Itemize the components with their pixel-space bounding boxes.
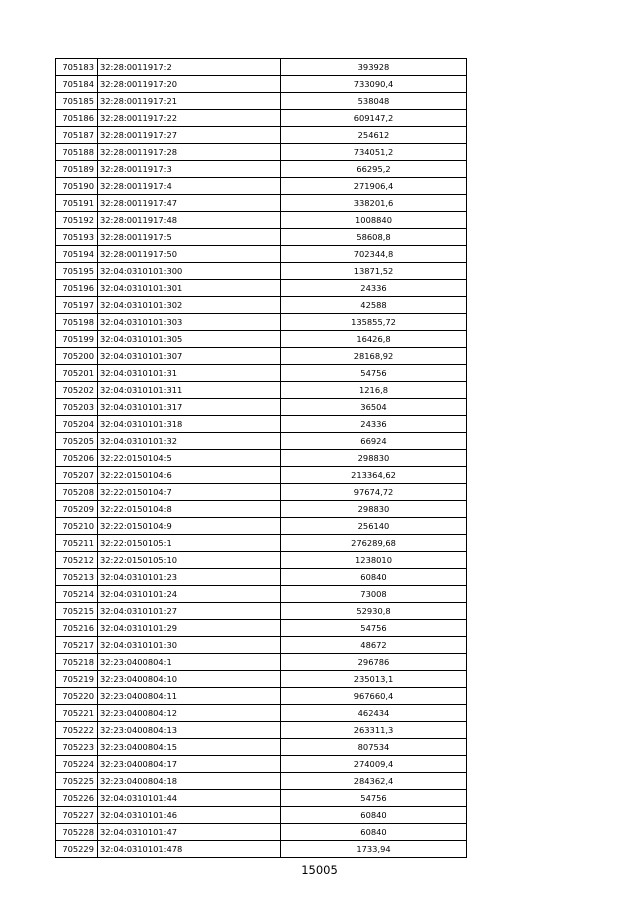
table-row — [56, 144, 467, 161]
value-cell: 135855,72 — [281, 314, 467, 331]
value-cell: 702344,8 — [281, 246, 467, 263]
table-row — [56, 790, 467, 807]
row-id-cell: 705200 — [56, 348, 98, 365]
value-cell: 271906,4 — [281, 178, 467, 195]
value-cell: 16426,8 — [281, 331, 467, 348]
row-id-cell: 705206 — [56, 450, 98, 467]
value-cell: 254612 — [281, 127, 467, 144]
table-row — [56, 127, 467, 144]
cadastral-number-cell: 32:23:0400804:15 — [98, 739, 281, 756]
row-id-cell: 705224 — [56, 756, 98, 773]
row-id-cell: 705185 — [56, 93, 98, 110]
table-row — [56, 501, 467, 518]
row-id-cell: 705227 — [56, 807, 98, 824]
cadastral-number-cell: 32:22:0150105:10 — [98, 552, 281, 569]
row-id-cell: 705194 — [56, 246, 98, 263]
value-cell: 296786 — [281, 654, 467, 671]
table-row — [56, 280, 467, 297]
table-row — [56, 178, 467, 195]
registry-table — [55, 58, 467, 858]
cadastral-number-cell: 32:22:0150104:6 — [98, 467, 281, 484]
cadastral-number-cell: 32:28:0011917:4 — [98, 178, 281, 195]
table-row — [56, 620, 467, 637]
cadastral-number-cell: 32:28:0011917:48 — [98, 212, 281, 229]
row-id-cell: 705201 — [56, 365, 98, 382]
table-row — [56, 161, 467, 178]
table-row — [56, 586, 467, 603]
table-row — [56, 603, 467, 620]
cadastral-number-cell: 32:04:0310101:27 — [98, 603, 281, 620]
cadastral-number-cell: 32:04:0310101:47 — [98, 824, 281, 841]
row-id-cell: 705221 — [56, 705, 98, 722]
table-row — [56, 824, 467, 841]
value-cell: 58608,8 — [281, 229, 467, 246]
cadastral-number-cell: 32:22:0150105:1 — [98, 535, 281, 552]
cadastral-number-cell: 32:04:0310101:302 — [98, 297, 281, 314]
cadastral-number-cell: 32:28:0011917:28 — [98, 144, 281, 161]
value-cell: 24336 — [281, 280, 467, 297]
row-id-cell: 705195 — [56, 263, 98, 280]
row-id-cell: 705187 — [56, 127, 98, 144]
row-id-cell: 705228 — [56, 824, 98, 841]
cadastral-number-cell: 32:23:0400804:13 — [98, 722, 281, 739]
value-cell: 54756 — [281, 790, 467, 807]
row-id-cell: 705193 — [56, 229, 98, 246]
table-row — [56, 76, 467, 93]
row-id-cell: 705202 — [56, 382, 98, 399]
value-cell: 97674,72 — [281, 484, 467, 501]
row-id-cell: 705222 — [56, 722, 98, 739]
cadastral-number-cell: 32:23:0400804:11 — [98, 688, 281, 705]
cadastral-number-cell: 32:22:0150104:7 — [98, 484, 281, 501]
cadastral-number-cell: 32:04:0310101:31 — [98, 365, 281, 382]
value-cell: 13871,52 — [281, 263, 467, 280]
table-row — [56, 110, 467, 127]
table-row — [56, 467, 467, 484]
cadastral-number-cell: 32:04:0310101:301 — [98, 280, 281, 297]
table-row — [56, 212, 467, 229]
cadastral-number-cell: 32:23:0400804:10 — [98, 671, 281, 688]
cadastral-number-cell: 32:23:0400804:1 — [98, 654, 281, 671]
value-cell: 73008 — [281, 586, 467, 603]
cadastral-number-cell: 32:28:0011917:47 — [98, 195, 281, 212]
value-cell: 538048 — [281, 93, 467, 110]
row-id-cell: 705204 — [56, 416, 98, 433]
cadastral-number-cell: 32:04:0310101:305 — [98, 331, 281, 348]
row-id-cell: 705217 — [56, 637, 98, 654]
value-cell: 733090,4 — [281, 76, 467, 93]
table-row — [56, 637, 467, 654]
value-cell: 338201,6 — [281, 195, 467, 212]
row-id-cell: 705188 — [56, 144, 98, 161]
row-id-cell: 705207 — [56, 467, 98, 484]
cadastral-number-cell: 32:04:0310101:318 — [98, 416, 281, 433]
value-cell: 24336 — [281, 416, 467, 433]
row-id-cell: 705223 — [56, 739, 98, 756]
row-id-cell: 705220 — [56, 688, 98, 705]
table-row — [56, 535, 467, 552]
cadastral-number-cell: 32:23:0400804:18 — [98, 773, 281, 790]
value-cell: 42588 — [281, 297, 467, 314]
table-row — [56, 365, 467, 382]
value-cell: 36504 — [281, 399, 467, 416]
value-cell: 60840 — [281, 569, 467, 586]
cadastral-number-cell: 32:04:0310101:311 — [98, 382, 281, 399]
row-id-cell: 705197 — [56, 297, 98, 314]
table-row — [56, 654, 467, 671]
table-row — [56, 297, 467, 314]
table-row — [56, 450, 467, 467]
cadastral-number-cell: 32:28:0011917:5 — [98, 229, 281, 246]
table-row — [56, 756, 467, 773]
value-cell: 263311,3 — [281, 722, 467, 739]
value-cell: 276289,68 — [281, 535, 467, 552]
value-cell: 1008840 — [281, 212, 467, 229]
row-id-cell: 705215 — [56, 603, 98, 620]
table-row — [56, 331, 467, 348]
table-row — [56, 314, 467, 331]
table-row — [56, 93, 467, 110]
value-cell: 66295,2 — [281, 161, 467, 178]
table-row — [56, 246, 467, 263]
value-cell: 393928 — [281, 59, 467, 76]
cadastral-number-cell: 32:04:0310101:303 — [98, 314, 281, 331]
cadastral-number-cell: 32:23:0400804:17 — [98, 756, 281, 773]
table-row — [56, 722, 467, 739]
value-cell: 54756 — [281, 365, 467, 382]
value-cell: 609147,2 — [281, 110, 467, 127]
row-id-cell: 705196 — [56, 280, 98, 297]
value-cell: 967660,4 — [281, 688, 467, 705]
cadastral-number-cell: 32:04:0310101:30 — [98, 637, 281, 654]
value-cell: 60840 — [281, 824, 467, 841]
table-row — [56, 399, 467, 416]
value-cell: 28168,92 — [281, 348, 467, 365]
value-cell: 284362,4 — [281, 773, 467, 790]
value-cell: 48672 — [281, 637, 467, 654]
cadastral-number-cell: 32:04:0310101:32 — [98, 433, 281, 450]
cadastral-number-cell: 32:04:0310101:300 — [98, 263, 281, 280]
cadastral-number-cell: 32:28:0011917:3 — [98, 161, 281, 178]
row-id-cell: 705203 — [56, 399, 98, 416]
row-id-cell: 705216 — [56, 620, 98, 637]
table-row — [56, 263, 467, 280]
row-id-cell: 705189 — [56, 161, 98, 178]
table-row — [56, 773, 467, 790]
row-id-cell: 705190 — [56, 178, 98, 195]
value-cell: 462434 — [281, 705, 467, 722]
value-cell: 54756 — [281, 620, 467, 637]
row-id-cell: 705210 — [56, 518, 98, 535]
value-cell: 298830 — [281, 450, 467, 467]
table-row — [56, 807, 467, 824]
row-id-cell: 705186 — [56, 110, 98, 127]
cadastral-number-cell: 32:04:0310101:44 — [98, 790, 281, 807]
table-row — [56, 59, 467, 76]
value-cell: 274009,4 — [281, 756, 467, 773]
table-row — [56, 688, 467, 705]
table-row — [56, 348, 467, 365]
row-id-cell: 705214 — [56, 586, 98, 603]
cadastral-number-cell: 32:23:0400804:12 — [98, 705, 281, 722]
table-row — [56, 484, 467, 501]
value-cell: 66924 — [281, 433, 467, 450]
cadastral-number-cell: 32:04:0310101:23 — [98, 569, 281, 586]
cadastral-number-cell: 32:28:0011917:22 — [98, 110, 281, 127]
table-row — [56, 195, 467, 212]
row-id-cell: 705191 — [56, 195, 98, 212]
page-number: 15005 — [301, 863, 338, 877]
row-id-cell: 705212 — [56, 552, 98, 569]
row-id-cell: 705213 — [56, 569, 98, 586]
cadastral-number-cell: 32:04:0310101:46 — [98, 807, 281, 824]
cadastral-number-cell: 32:22:0150104:9 — [98, 518, 281, 535]
cadastral-number-cell: 32:28:0011917:50 — [98, 246, 281, 263]
cadastral-number-cell: 32:22:0150104:5 — [98, 450, 281, 467]
row-id-cell: 705208 — [56, 484, 98, 501]
value-cell: 52930,8 — [281, 603, 467, 620]
cadastral-number-cell: 32:04:0310101:24 — [98, 586, 281, 603]
table-row — [56, 552, 467, 569]
cadastral-number-cell: 32:04:0310101:478 — [98, 841, 281, 858]
cadastral-number-cell: 32:04:0310101:317 — [98, 399, 281, 416]
row-id-cell: 705184 — [56, 76, 98, 93]
value-cell: 1216,8 — [281, 382, 467, 399]
table-row — [56, 518, 467, 535]
row-id-cell: 705225 — [56, 773, 98, 790]
row-id-cell: 705229 — [56, 841, 98, 858]
table-row — [56, 705, 467, 722]
value-cell: 734051,2 — [281, 144, 467, 161]
row-id-cell: 705226 — [56, 790, 98, 807]
table-row — [56, 569, 467, 586]
row-id-cell: 705192 — [56, 212, 98, 229]
row-id-cell: 705209 — [56, 501, 98, 518]
value-cell: 807534 — [281, 739, 467, 756]
row-id-cell: 705219 — [56, 671, 98, 688]
value-cell: 298830 — [281, 501, 467, 518]
row-id-cell: 705183 — [56, 59, 98, 76]
cadastral-number-cell: 32:28:0011917:21 — [98, 93, 281, 110]
row-id-cell: 705211 — [56, 535, 98, 552]
row-id-cell: 705198 — [56, 314, 98, 331]
table-row — [56, 229, 467, 246]
value-cell: 256140 — [281, 518, 467, 535]
row-id-cell: 705205 — [56, 433, 98, 450]
cadastral-number-cell: 32:28:0011917:20 — [98, 76, 281, 93]
registry-table-body — [56, 59, 467, 858]
value-cell: 213364,62 — [281, 467, 467, 484]
table-row — [56, 433, 467, 450]
value-cell: 1238010 — [281, 552, 467, 569]
value-cell: 1733,94 — [281, 841, 467, 858]
row-id-cell: 705218 — [56, 654, 98, 671]
table-row — [56, 671, 467, 688]
cadastral-number-cell: 32:04:0310101:307 — [98, 348, 281, 365]
cadastral-number-cell: 32:04:0310101:29 — [98, 620, 281, 637]
table-row — [56, 382, 467, 399]
cadastral-number-cell: 32:28:0011917:2 — [98, 59, 281, 76]
table-row — [56, 841, 467, 858]
cadastral-number-cell: 32:22:0150104:8 — [98, 501, 281, 518]
table-row — [56, 416, 467, 433]
cadastral-number-cell: 32:28:0011917:27 — [98, 127, 281, 144]
table-row — [56, 739, 467, 756]
row-id-cell: 705199 — [56, 331, 98, 348]
value-cell: 235013,1 — [281, 671, 467, 688]
value-cell: 60840 — [281, 807, 467, 824]
